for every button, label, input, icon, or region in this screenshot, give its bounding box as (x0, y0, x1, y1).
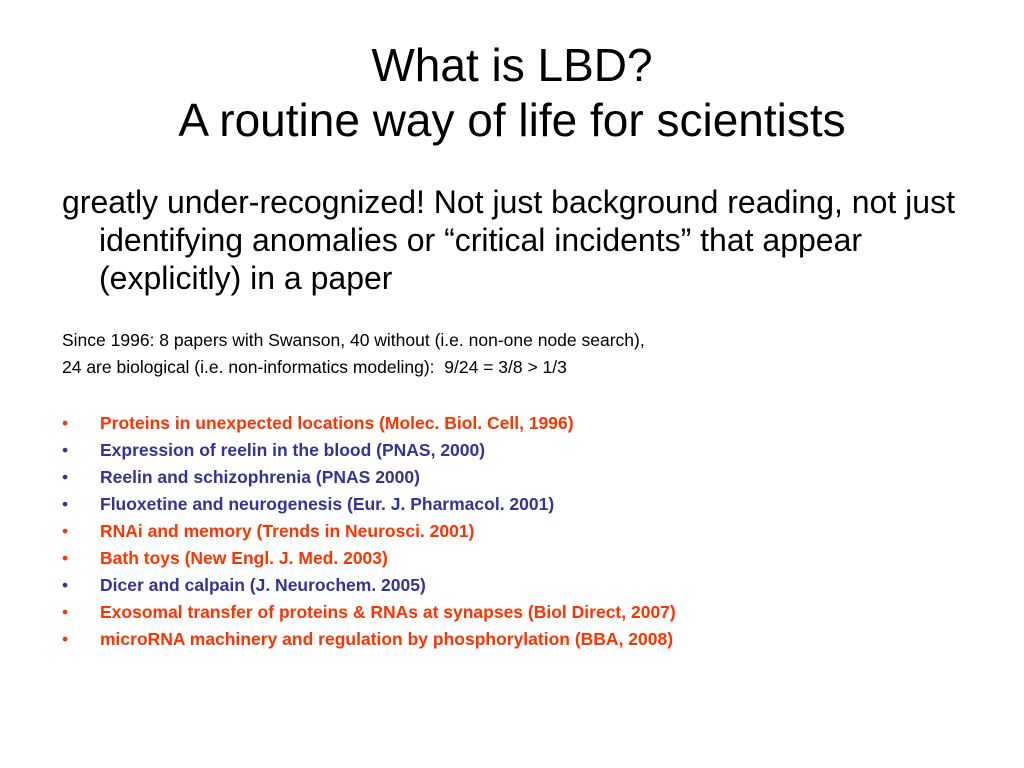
bullet-icon: • (62, 629, 69, 649)
reference-item (62, 599, 982, 626)
bullet-icon: • (62, 467, 69, 487)
reference-text: Expression of reelin in the blood (PNAS, 2000) (100, 440, 486, 460)
lead-paragraph: greatly under-recognized! Not just background reading, not just identifying anomalies or “critical incidents” that appear (explicitly) in a paper (62, 184, 955, 296)
reference-item (62, 545, 982, 572)
bullet-icon: • (62, 575, 69, 595)
bullet-icon: • (62, 521, 69, 541)
statistics-line-2: 24 are biological (i.e. non-informatics modeling): 9/24 = 3/8 > 1/3 (62, 357, 567, 377)
reference-text: Reelin and schizophrenia (PNAS 2000) (100, 467, 420, 487)
bullet-icon: • (62, 440, 69, 460)
reference-text: Proteins in unexpected locations (Molec. Biol. Cell, 1996) (100, 413, 574, 433)
reference-item (62, 518, 982, 545)
slide-title (0, 38, 1024, 148)
bullet-icon: • (62, 413, 69, 433)
bullet-icon: • (62, 602, 69, 622)
reference-item (62, 626, 982, 653)
statistics-paragraph (62, 327, 982, 381)
slide-title-line-2: A routine way of life for scientists (178, 94, 846, 146)
bullet-icon: • (62, 548, 69, 568)
reference-item (62, 437, 982, 464)
reference-text: microRNA machinery and regulation by phosphorylation (BBA, 2008) (100, 629, 674, 649)
reference-item (62, 464, 982, 491)
reference-text: Dicer and calpain (J. Neurochem. 2005) (100, 575, 426, 595)
statistics-line-1: Since 1996: 8 papers with Swanson, 40 without (i.e. non-one node search), (62, 330, 645, 350)
reference-item (62, 572, 982, 599)
reference-text: RNAi and memory (Trends in Neurosci. 2001) (100, 521, 475, 541)
reference-text: Bath toys (New Engl. J. Med. 2003) (100, 548, 388, 568)
reference-item (62, 491, 982, 518)
reference-text: Exosomal transfer of proteins & RNAs at synapses (Biol Direct, 2007) (100, 602, 676, 622)
reference-text: Fluoxetine and neurogenesis (Eur. J. Pharmacol. 2001) (100, 494, 555, 514)
reference-list (62, 410, 982, 653)
bullet-icon: • (62, 494, 69, 514)
reference-item (62, 410, 982, 437)
slide-title-line-1: What is LBD? (371, 39, 653, 91)
